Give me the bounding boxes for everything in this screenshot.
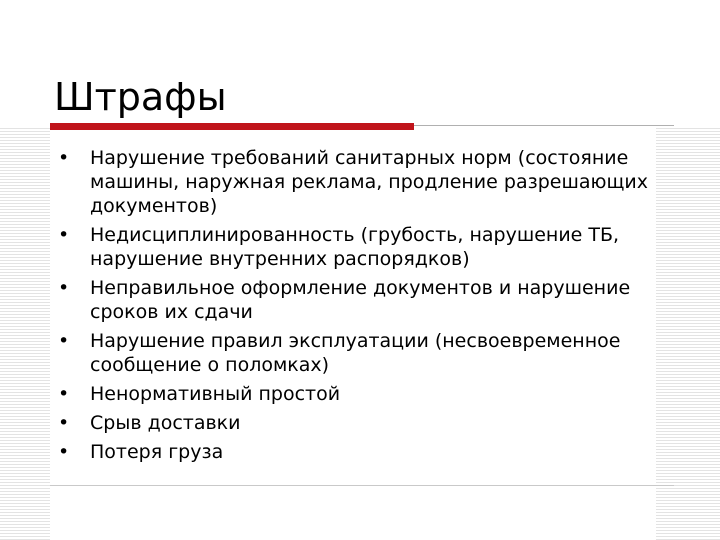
footer-rule [50,485,674,486]
bullet-icon: • [58,277,70,299]
bullet-item [58,223,656,271]
bullet-icon: • [58,412,70,434]
title-underline-accent [50,123,414,130]
title-underline-rule [414,125,674,126]
bullet-text: Нарушение требований санитарных норм (состояние машины, наружная реклама, продление разрешающих документов) [90,147,648,217]
bullet-item [58,382,656,406]
bullet-text: Ненормативный простой [90,383,341,405]
bullet-text: Нарушение правил эксплуатации (несвоевременное сообщение о поломках) [90,330,621,376]
bullet-text: Срыв доставки [90,412,241,434]
bullet-icon: • [58,224,70,246]
bullet-icon: • [58,383,70,405]
bullet-text: Потеря груза [90,441,224,463]
bullet-item [58,329,656,377]
bullet-item [58,146,656,218]
bullet-item [58,276,656,324]
bullet-list [58,146,656,469]
slide-title: Штрафы [54,75,227,119]
bullet-icon: • [58,330,70,352]
bullet-item [58,440,656,464]
bullet-text: Недисциплинированность (грубость, нарушение ТБ, нарушение внутренних распорядков) [90,224,620,270]
bullet-text: Неправильное оформление документов и нарушение сроков их сдачи [90,277,631,323]
bullet-item [58,411,656,435]
bullet-icon: • [58,441,70,463]
bullet-icon: • [58,147,70,169]
